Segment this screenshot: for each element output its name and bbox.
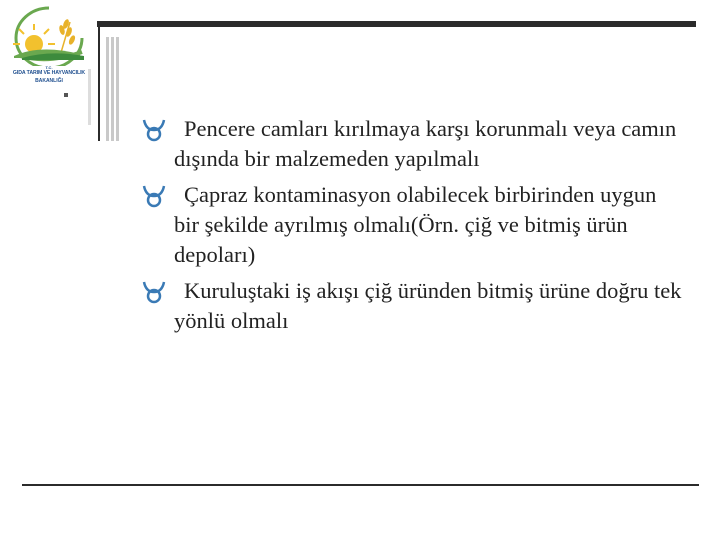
logo-ministry-sub-text: BAKANLIĞI xyxy=(35,78,63,84)
top-rule xyxy=(97,21,696,27)
slide-content xyxy=(142,114,682,342)
taurus-bullet-icon xyxy=(142,184,166,208)
logo-tc-text: T.C. xyxy=(45,65,53,70)
bullet-text: Pencere camları kırılmaya karşı korunmalı veya camın dışında bir malzemeden yapılmalı xyxy=(174,116,677,171)
taurus-bullet-icon xyxy=(142,280,166,304)
bullet-text: Çapraz kontaminasyon olabilecek birbirinden uygun bir şekilde ayrılmış olmalı(Örn. çiğ ve bitmiş ürün depoları) xyxy=(174,182,657,267)
bullet-text: Kuruluştaki iş akışı çiğ üründen bitmiş ürüne doğru tek yönlü olmalı xyxy=(174,278,682,333)
bullet-item xyxy=(142,180,682,270)
decorative-bars xyxy=(64,21,124,141)
taurus-bullet-icon xyxy=(142,118,166,142)
bottom-rule xyxy=(22,484,699,486)
logo-ministry-text: GIDA TARIM VE HAYVANCILIK xyxy=(12,70,86,76)
bullet-item xyxy=(142,276,682,336)
bullet-item xyxy=(142,114,682,174)
